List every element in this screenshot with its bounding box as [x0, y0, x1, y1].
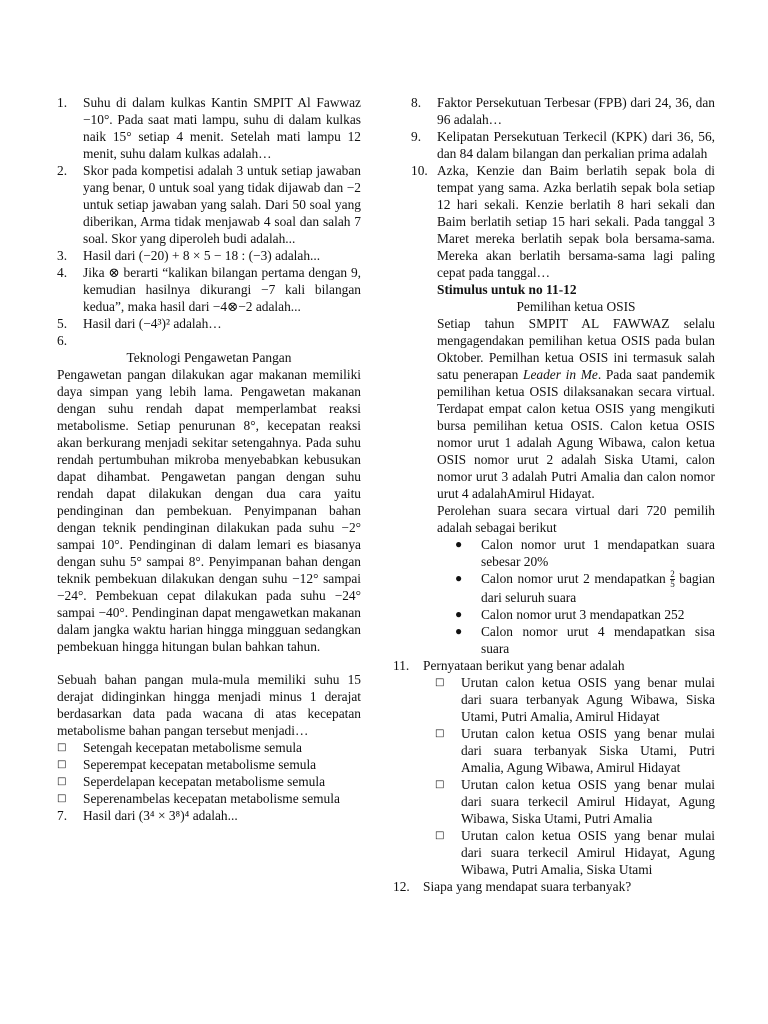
question-text: Hasil dari (3⁴ × 3⁸)⁴ adalah... [83, 808, 238, 823]
bullet-text: Calon nomor urut 4 mendapatkan sisa suara [481, 624, 715, 657]
question-number: 1. [57, 95, 68, 110]
bullet-dot-icon: ● [455, 624, 463, 639]
question-number: 10. [411, 163, 428, 178]
option-c[interactable] [435, 776, 715, 827]
question-6-text: Sebuah bahan pangan mula-mula memiliki suhu 15 derajat didinginkan hingga menjadi minus 1 derajat berdasarkan data pada wacana di atas kecepatan metabolisme bahan pangan tersebut menjadi… [57, 672, 361, 738]
option-text: Seperenambelas kecepatan metabolisme semula [83, 791, 340, 806]
empty-checkbox-icon[interactable]: □ [435, 677, 445, 689]
question-6 [57, 332, 361, 349]
question-8 [411, 94, 715, 128]
question-number: 5. [57, 316, 68, 331]
bullet-text-part: Calon nomor urut 2 mendapatkan [481, 571, 666, 586]
option-d[interactable] [57, 790, 361, 807]
question-11 [393, 657, 715, 674]
stimulus-paragraph [411, 315, 715, 502]
option-text: Urutan calon ketua OSIS yang benar mulai dari suara terbanyak Agung Wibawa, Siska Utami, Putri Amalia, Amirul Hidayat [461, 675, 715, 725]
question-number: 4. [57, 265, 68, 280]
option-text: Urutan calon ketua OSIS yang benar mulai dari suara terkecil Amirul Hidayat, Agung Wibawa, Siska Utami, Putri Amalia [461, 777, 715, 827]
question-10 [411, 162, 715, 281]
question-text: Hasil dari (−4³)² adalah… [83, 316, 222, 331]
question-1 [57, 94, 361, 162]
empty-checkbox-icon[interactable]: □ [57, 776, 67, 787]
question-number: 2. [57, 163, 68, 178]
question-text: Skor pada kompetisi adalah 3 untuk setiap jawaban yang benar, 0 untuk soal yang tidak dijawab dan −2 untuk setiap jawaban yang salah. Dari 50 soal yang diberikan, Arma tidak menjawab 4 soal dan salah 7 soal. Skor yang diperoleh budi adalah... [83, 163, 361, 246]
empty-checkbox-icon[interactable]: □ [57, 742, 67, 753]
question-number: 8. [411, 95, 422, 110]
option-text: Setengah kecepatan metabolisme semula [83, 740, 303, 755]
question-4 [57, 264, 361, 315]
stimulus-heading: Stimulus untuk no 11-12 [437, 282, 577, 297]
bullet-text [481, 570, 715, 606]
option-text: Urutan calon ketua OSIS yang benar mulai dari suara terkecil Amirul Hidayat, Agung Wibawa, Putri Amalia, Siska Utami [461, 828, 715, 878]
right-column [393, 94, 715, 895]
bullet-item [437, 623, 715, 657]
question-number: 3. [57, 248, 68, 263]
option-text: Urutan calon ketua OSIS yang benar mulai dari suara terbanyak Siska Utami, Putri Amalia, Agung Wibawa, Amirul Hidayat [461, 726, 715, 776]
question-number: 11. [393, 658, 410, 674]
stimulus-paragraph-2: Perolehan suara secara virtual dari 720 pemilih adalah sebagai berikut [437, 503, 715, 535]
empty-checkbox-icon[interactable]: □ [435, 728, 445, 740]
stimulus-title: Pemilihan ketua OSIS [516, 299, 636, 314]
question-2 [57, 162, 361, 247]
question-7 [57, 807, 361, 824]
empty-checkbox-icon[interactable]: □ [435, 830, 445, 842]
question-text: Azka, Kenzie dan Baim berlatih sepak bola di tempat yang sama. Azka berlatih sepak bola setiap 12 hari sekali. Kenzie berlatih 8 hari sekali dan Baim berlatih setiap 15 hari sekali. Pada tanggal 3 Maret mereka berlatih sepak bola bersama-sama. Mereka akan berlatih bersama-sama lagi paling cepat pada tanggal… [437, 163, 715, 280]
bullet-item [437, 570, 715, 606]
passage-text: Pengawetan pangan dilakukan agar makanan memiliki daya simpan yang lebih lama. Pengawetan makanan dengan suhu rendah dapat memperlambat reaksi metabolisme. Setiap penurunan 8°, kecepatan reaksi akan berkurang menjadi sekitar setengahnya. Pada suhu rendah pertumbuhan mikroba menyebabkan kebusukan dapat dihambat. Pengawetan pangan dengan suhu rendah dapat dilakukan dengan dua cara yaitu pendinginan dan pembekuan. Penyimpanan bahan dengan teknik pendinginan dilakukan pada suhu −2° sampai 10°. Pendinginan di dalam lemari es biasanya dengan suhu 5° sampai 8°. Penyimpanan bahan dengan teknik pembekuan dilakukan dengan suhu −12° sampai −24°. Pembekuan cepat dilakukan pada suhu −24° sampai −40°. Pendinginan dapat mengawetkan makanan dalam jangka waktu harian hingga mingguan sedangkan pembekuan hingga hitungan bulan bahkan tahun. [57, 367, 361, 654]
bullet-item [437, 536, 715, 570]
question-text: Suhu di dalam kulkas Kantin SMPIT Al Fawwaz −10°. Pada saat mati lampu, suhu di dalam kulkas naik 15° setiap 4 menit. Setelah mati lampu 12 menit, suhu dalam kulkas adalah… [83, 95, 361, 161]
empty-checkbox-icon[interactable]: □ [435, 779, 445, 791]
option-a[interactable] [435, 674, 715, 725]
option-a[interactable] [57, 739, 361, 756]
question-text: Faktor Persekutuan Terbesar (FPB) dari 24, 36, dan 96 adalah… [437, 95, 715, 127]
bullet-text: Calon nomor urut 3 mendapatkan 252 [481, 607, 685, 623]
fraction [670, 570, 675, 589]
question-text: Pernyataan berikut yang benar adalah [423, 658, 625, 674]
question-text: Siapa yang mendapat suara terbanyak? [423, 879, 632, 895]
question-3 [57, 247, 361, 264]
paragraph-text: . Pada saat pandemik pemilihan ketua OSIS dilaksanakan secara virtual. Terdapat empat calon ketua OSIS yang mengikuti bursa pemilihan ketua OSIS. Calon ketua OSIS nomor urut 1 adalah Agung Wibawa, calon ketua OSIS nomor urut 2 adalah Siska Utami, calon nomor urut 3 adalah Putri Amalia dan calon nomor urut 4 adalahAmirul Hidayat. [437, 367, 715, 501]
question-text: Jika ⊗ berarti “kalikan bilangan pertama dengan 9, kemudian hasilnya dikurangi −7 kali bilangan kedua”, maka hasil dari −4⊗−2 adalah... [83, 265, 361, 314]
question-text: Kelipatan Persekutuan Terkecil (KPK) dari 36, 56, dan 84 dalam bilangan dan perkalian prima adalah [437, 129, 715, 161]
bullet-dot-icon: ● [455, 537, 463, 551]
passage-title: Teknologi Pengawetan Pangan [126, 350, 292, 365]
option-d[interactable] [435, 827, 715, 878]
option-c[interactable] [57, 773, 361, 790]
paragraph-text: Setiap tahun SMPIT AL FAWWAZ selalu mengagendakan pemilihan ketua OSIS pada bulan Oktober. Pemilhan ketua OSIS ini termasuk salah satu penerapan [437, 316, 715, 382]
question-number: 9. [411, 129, 422, 144]
question-text: Hasil dari (−20) + 8 × 5 − 18 : (−3) adalah... [83, 248, 321, 263]
bullet-dot-icon: ● [455, 571, 463, 585]
bullet-dot-icon: ● [455, 607, 463, 622]
italic-term: Leader in Me [523, 367, 598, 382]
empty-checkbox-icon[interactable]: □ [57, 793, 67, 804]
empty-checkbox-icon[interactable]: □ [57, 759, 67, 770]
option-b[interactable] [57, 756, 361, 773]
question-number: 6. [57, 333, 68, 348]
option-text: Seperdelapan kecepatan metabolisme semula [83, 774, 326, 789]
question-9 [411, 128, 715, 162]
fraction-numerator: 2 [670, 569, 675, 580]
question-5 [57, 315, 361, 332]
option-b[interactable] [435, 725, 715, 776]
question-12 [393, 878, 715, 895]
question-number: 12. [393, 879, 410, 895]
bullet-text-part: bagian dari seluruh suara [481, 571, 715, 606]
bullet-item [437, 606, 715, 623]
question-number: 7. [57, 808, 68, 823]
left-column [57, 94, 361, 824]
option-text: Seperempat kecepatan metabolisme semula [83, 757, 317, 772]
bullet-text: Calon nomor urut 1 mendapatkan suara sebesar 20% [481, 537, 715, 569]
fraction-denominator: 5 [670, 579, 675, 590]
